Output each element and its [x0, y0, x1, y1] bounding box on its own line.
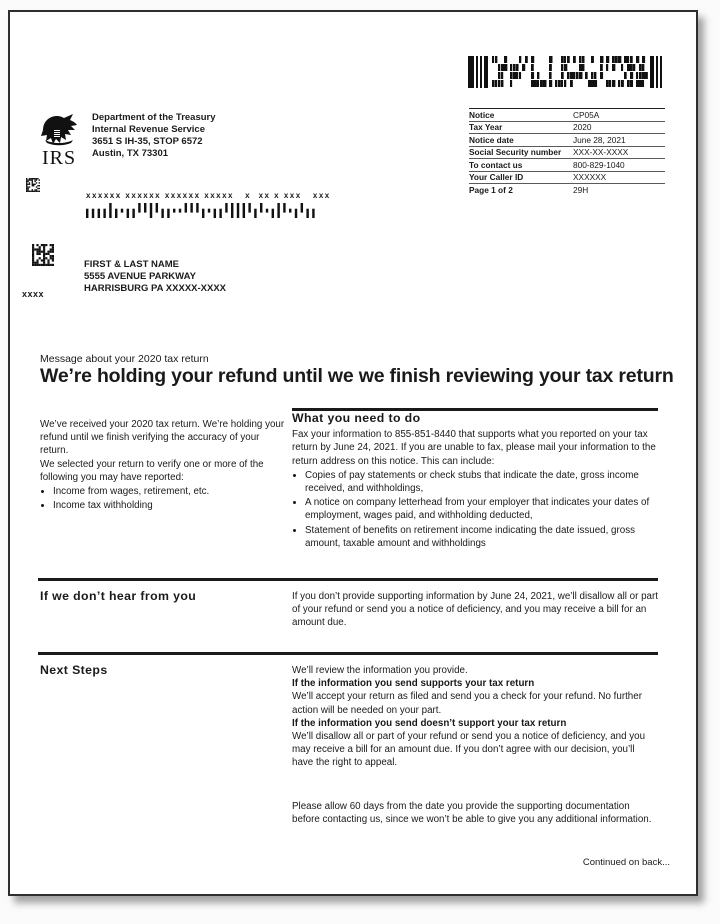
recipient-line: 5555 AVENUE PARKWAY	[84, 271, 196, 282]
datamatrix-code-icon	[32, 244, 54, 266]
row-value: 29H	[573, 184, 589, 195]
agency-line: Internal Revenue Service	[92, 124, 205, 135]
row-value: XXXXXX	[573, 172, 607, 183]
row-value: 800-829-1040	[573, 159, 625, 170]
section-heading: Next Steps	[40, 663, 108, 677]
section-paragraph: If you don’t provide supporting information by June 24, 2021, we’ll disallow all or part of your refund or send you a notice of deficiency, and you may receive a bill for an amount due.	[292, 591, 658, 629]
table-row	[469, 159, 665, 172]
row-label: Notice	[469, 109, 495, 120]
intelligent-mail-barcode	[86, 203, 318, 218]
agency-line: 3651 S IH-35, STOP 6572	[92, 136, 203, 147]
what-you-need-to-do-section	[292, 412, 658, 551]
row-value: June 28, 2021	[573, 134, 626, 145]
row-value: CP05A	[573, 109, 600, 120]
datamatrix-code-icon	[26, 178, 40, 192]
intro-bullet-list	[40, 485, 288, 512]
notice-subject: Message about your 2020 tax return	[40, 353, 209, 365]
irs-eagle-emblem	[37, 112, 81, 148]
list-item: • A notice on company letterhead from your employer that indicates your dates of employment, wages paid, and withholding deducted,	[305, 496, 658, 522]
section-paragraph: We’ll accept your return as filed and send you a check for your refund. No further action will be needed on your part.	[292, 691, 642, 716]
section-heading: If we don’t hear from you	[40, 589, 197, 603]
notice-summary-table	[469, 108, 665, 196]
agency-line: Austin, TX 73301	[92, 148, 169, 159]
next-steps-body	[292, 664, 658, 770]
intro-column	[40, 418, 288, 513]
row-label: Page 1 of 2	[469, 184, 513, 195]
row-value: 2020	[573, 122, 592, 133]
processing-time-note	[292, 800, 658, 826]
section-rule	[38, 578, 658, 581]
table-row	[469, 184, 665, 196]
notice-page	[8, 10, 698, 896]
documents-bullet-list	[292, 469, 658, 550]
row-label: To contact us	[469, 159, 523, 170]
list-item: • Copies of pay statements or check stubs that indicate the date, gross income received, and withholdings,	[305, 469, 658, 495]
intro-paragraph: We’ve received your 2020 tax return. We’re holding your refund until we finish verifying the accuracy of your return.	[40, 419, 285, 457]
section-paragraph: Fax your information to 855-851-8440 that supports what you reported on your tax return by June 24, 2021. If you are unable to fax, please mail your information to the return address on this notice. This can include:	[292, 429, 656, 467]
section-paragraph: We’ll disallow all or part of your refund or send you a notice of deficiency, and you may receive a bill for an amount due. If you don’t agree with our decision, you’ll have the right to appeal.	[292, 731, 646, 769]
recipient-line: FIRST & LAST NAME	[84, 259, 179, 270]
row-label: Tax Year	[469, 122, 503, 133]
mail-sort-code: xxxx	[22, 289, 45, 299]
table-row	[469, 134, 665, 147]
list-item: • Income tax withholding	[53, 499, 288, 512]
table-row	[469, 172, 665, 185]
irs-logo-text: IRS	[41, 147, 77, 169]
no-response-body	[292, 590, 658, 630]
section-paragraph: Please allow 60 days from the date you provide the supporting documentation before contacting us, since we won’t be able to give you any additional information.	[292, 801, 652, 826]
intro-paragraph: We selected your return to verify one or more of the following you may have reported:	[40, 458, 264, 483]
list-item: • Income from wages, retirement, etc.	[53, 485, 288, 498]
irs-logo	[34, 112, 84, 168]
recipient-address	[84, 259, 226, 295]
recipient-line: HARRISBURG PA XXXXX-XXXX	[84, 283, 226, 294]
table-row	[469, 122, 665, 135]
continued-on-back-label: Continued on back...	[582, 857, 670, 868]
table-row	[469, 109, 665, 122]
notice-headline: We’re holding your refund until we we finish reviewing your tax return	[40, 365, 674, 387]
pdf417-barcode	[468, 56, 664, 88]
list-item: • Statement of benefits on retirement income indicating the date issued, gross amount, taxable amount and withholdings	[305, 524, 658, 550]
row-label: Social Security number	[469, 147, 562, 158]
row-value: XXX-XX-XXXX	[573, 147, 629, 158]
section-rule	[38, 652, 658, 655]
agency-address	[92, 112, 216, 160]
subsection-heading: If the information you send doesn’t support your tax return	[292, 717, 567, 729]
row-label: Your Caller ID	[469, 172, 524, 183]
subsection-heading: If the information you send supports your tax return	[292, 678, 535, 690]
section-paragraph: We’ll review the information you provide.	[292, 665, 468, 676]
section-heading: What you need to do	[292, 411, 421, 425]
masked-scanline: xxxxxx xxxxxx xxxxxx xxxxx x xx x xxx xxx	[86, 191, 331, 200]
agency-line: Department of the Treasury	[92, 112, 216, 123]
table-row	[469, 147, 665, 160]
row-label: Notice date	[469, 134, 514, 145]
